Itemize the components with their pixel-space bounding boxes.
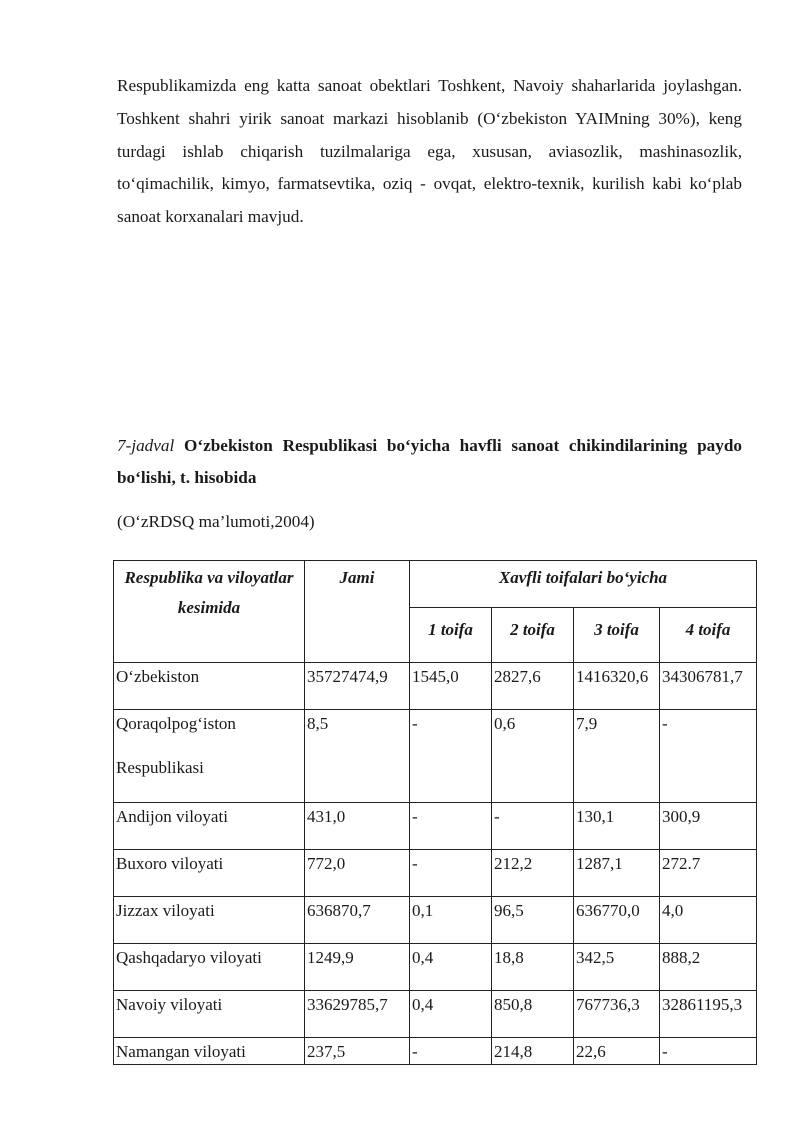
table-row [114, 944, 757, 991]
cat1-cell: 0,4 [410, 944, 492, 991]
cat2-cell: 2827,6 [492, 663, 574, 710]
region-name-line-2: Respublikasi [116, 758, 204, 777]
table-row [114, 663, 757, 710]
cat4-cell: - [660, 710, 757, 803]
region-cell: Buxoro viloyati [114, 850, 305, 897]
cat2-cell: 0,6 [492, 710, 574, 803]
waste-table [113, 560, 757, 1065]
cat2-cell: 18,8 [492, 944, 574, 991]
total-cell: 636870,7 [305, 897, 410, 944]
region-cell: Qashqadaryo viloyati [114, 944, 305, 991]
cat2-cell: 214,8 [492, 1038, 574, 1065]
cat4-cell: 272.7 [660, 850, 757, 897]
category-1-header: 1 toifa [410, 608, 492, 663]
total-column-header: Jami [305, 561, 410, 663]
cat3-cell: 1287,1 [574, 850, 660, 897]
cat4-cell: 888,2 [660, 944, 757, 991]
cat4-cell: - [660, 1038, 757, 1065]
body-paragraph: Respublikamizda eng katta sanoat obektlari Toshkent, Navoiy shaharlarida joylashgan. Toshkent shahri yirik sanoat markazi hisoblanib (O‘zbekiston YAIMning 30%), keng turdagi ishlab chiqarish tuzilmalariga ega, xususan, aviasozlik, mashinasozlik, to‘qimachilik, kimyo, farmatsevtika, oziq - ovqat, elektro-texnik, kurilish kabi ko‘plab sanoat korxanalari mavjud. [117, 76, 742, 227]
cat1-cell: 0,4 [410, 991, 492, 1038]
cat2-cell: - [492, 803, 574, 850]
total-cell: 772,0 [305, 850, 410, 897]
cat3-cell: 130,1 [574, 803, 660, 850]
category-group-header: Xavfli toifalari bo‘yicha [410, 561, 757, 608]
cat3-cell: 767736,3 [574, 991, 660, 1038]
cat1-cell: - [410, 803, 492, 850]
table-caption [117, 430, 742, 494]
table-row [114, 991, 757, 1038]
cat3-cell: 22,6 [574, 1038, 660, 1065]
cat1-cell: - [410, 850, 492, 897]
table-row [114, 710, 757, 803]
cat3-cell: 7,9 [574, 710, 660, 803]
category-3-header: 3 toifa [574, 608, 660, 663]
cat1-cell: 1545,0 [410, 663, 492, 710]
source-note: (O‘zRDSQ ma’lumoti,2004) [117, 512, 315, 531]
table-title: O‘zbekiston Respublikasi bo‘yicha havfli sanoat chikindilarining paydo bo‘lishi, t. hisobida [117, 436, 743, 487]
table-number: 7-jadval [117, 436, 175, 455]
total-cell: 33629785,7 [305, 991, 410, 1038]
category-2-header: 2 toifa [492, 608, 574, 663]
cat3-cell: 636770,0 [574, 897, 660, 944]
total-cell: 1249,9 [305, 944, 410, 991]
table-row [114, 897, 757, 944]
cat3-cell: 342,5 [574, 944, 660, 991]
cat1-cell: - [410, 710, 492, 803]
cat4-cell: 4,0 [660, 897, 757, 944]
cat4-cell: 300,9 [660, 803, 757, 850]
region-cell: Navoiy viloyati [114, 991, 305, 1038]
total-cell: 237,5 [305, 1038, 410, 1065]
total-cell: 431,0 [305, 803, 410, 850]
region-cell: Andijon viloyati [114, 803, 305, 850]
category-4-header: 4 toifa [660, 608, 757, 663]
region-cell [114, 710, 305, 803]
region-cell: O‘zbekiston [114, 663, 305, 710]
cat2-cell: 212,2 [492, 850, 574, 897]
total-cell: 8,5 [305, 710, 410, 803]
total-cell: 35727474,9 [305, 663, 410, 710]
table-row [114, 1038, 757, 1065]
region-cell: Jizzax viloyati [114, 897, 305, 944]
cat1-cell: - [410, 1038, 492, 1065]
cat2-cell: 850,8 [492, 991, 574, 1038]
cat3-cell: 1416320,6 [574, 663, 660, 710]
cat4-cell: 34306781,7 [660, 663, 757, 710]
table-row [114, 803, 757, 850]
region-cell: Namangan viloyati [114, 1038, 305, 1065]
cat2-cell: 96,5 [492, 897, 574, 944]
cat4-cell: 32861195,3 [660, 991, 757, 1038]
table-row [114, 850, 757, 897]
region-name-line-1: Qoraqolpog‘iston [116, 714, 236, 733]
cat1-cell: 0,1 [410, 897, 492, 944]
region-column-header: Respublika va viloyatlar kesimida [114, 561, 305, 663]
